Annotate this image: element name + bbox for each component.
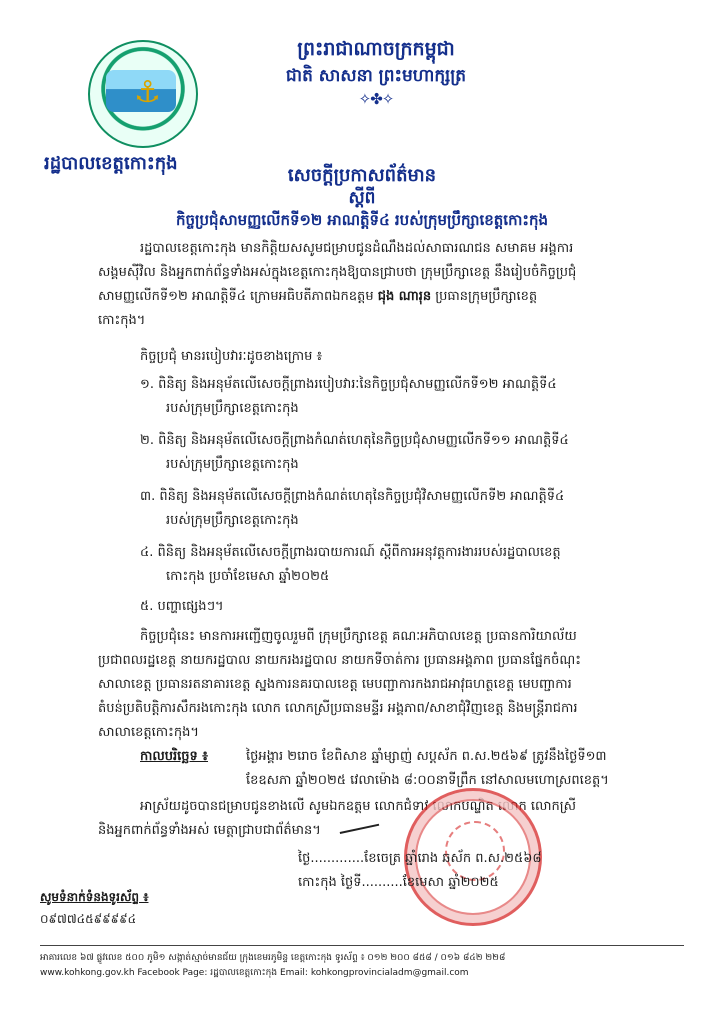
- agenda-item: ៤. ពិនិត្យ និងអនុម័តលើសេចក្តីព្រាងរបាយការណ៍ ស្តីពីការអនុវត្តការងាររបស់រដ្ឋបាលខេត្ត: [140, 545, 561, 560]
- agenda-item-cont: របស់ក្រុមប្រឹក្សាខេត្តកោះកុង: [166, 401, 299, 416]
- anchor-icon: ⚓: [134, 75, 161, 110]
- intro-line: សាមញ្ញលើកទី១២ អាណត្តិទី៤ ក្រោមអធិបតីភាពឯកឧត្តម ជុង ណារុន ប្រធានក្រុមប្រឹក្សាខេត្ត: [98, 289, 538, 304]
- agenda-heading: កិច្ចប្រជុំ មានរបៀបវារៈដូចខាងក្រោម ៖: [140, 349, 323, 364]
- national-motto: ជាតិ សាសនា ព្រះមហាក្សត្រ: [285, 66, 467, 86]
- attendees-line: សាលាខេត្តកោះកុង។: [98, 725, 199, 740]
- ornament-divider-icon: ✧✤✧: [358, 90, 394, 108]
- agenda-item: ១. ពិនិត្យ និងអនុម័តលើសេចក្តីព្រាងរបៀបវារៈនៃកិច្ចប្រជុំសាមញ្ញលើកទី១២ អាណត្តិទី៤: [140, 377, 557, 392]
- attendees-line: ប្រជាពលរដ្ឋខេត្ត នាយករដ្ឋបាល នាយករងរដ្ឋបាល នាយកទីចាត់ការ ប្រធានអង្គភាព ប្រធានផ្នែកចំណុះ: [98, 653, 581, 668]
- document-about: ស្តីពី: [348, 188, 376, 208]
- document-subject: កិច្ចប្រជុំសាមញ្ញលើកទី១២ អាណត្តិទី៤ របស់ក្រុមប្រឹក្សាខេត្តកោះកុង: [176, 211, 548, 229]
- facebook-link[interactable]: រដ្ឋបាលខេត្តកោះកុង: [210, 968, 278, 978]
- footer-divider: [40, 945, 684, 946]
- closing-line: និងអ្នកពាក់ព័ន្ធទាំងអស់ មេត្តាជ្រាបជាព័ត៌មាន។: [98, 823, 321, 838]
- agenda-item: ៣. ពិនិត្យ និងអនុម័តលើសេចក្តីព្រាងកំណត់ហេតុនៃកិច្ចប្រជុំវិសាមញ្ញលើកទី២ អាណត្តិទី៤: [140, 489, 565, 504]
- closing-line: អាស្រ័យដូចបានជម្រាបជូនខាងលើ សូមឯកឧត្តម លោកជំទាវ លោកបណ្ឌិត លោក លោកស្រី: [140, 799, 576, 814]
- schedule-line: ខែឧសភា ឆ្នាំ២០២៥ វេលាម៉ោង ៨:០០នាទីព្រឹក នៅសាលមហោស្រពខេត្ត។: [246, 773, 609, 788]
- document-title: សេចក្តីប្រកាសព័ត៌មាន: [287, 165, 437, 186]
- intro-line: កោះកុង។: [98, 313, 146, 328]
- intro-line: សង្គមស៊ីវិល និងអ្នកពាក់ព័ន្ធទាំងអស់ក្នុងខេត្តកោះកុងឱ្យបានជ្រាបថា ក្រុមប្រឹក្សាខេត្ត នឹងរៀបចំកិច្ចប្រជុំ: [98, 265, 577, 280]
- agenda-item-cont: កោះកុង ប្រចាំខែមេសា ឆ្នាំ២០២៥: [166, 569, 330, 584]
- lunar-date: ថ្ងៃ.............ខែចេត្រ ឆ្នាំរោង ឆស័ក ព.ស.២៥៦៨: [298, 851, 542, 866]
- agenda-item: ៥. បញ្ហាផ្សេងៗ។: [140, 599, 224, 614]
- agenda-item-cont: របស់ក្រុមប្រឹក្សាខេត្តកោះកុង: [166, 513, 299, 528]
- president-name: ជុង ណារុន: [377, 289, 432, 304]
- provincial-logo: [88, 40, 198, 148]
- agenda-item-cont: របស់ក្រុមប្រឹក្សាខេត្តកោះកុង: [166, 457, 299, 472]
- schedule-line: ថ្ងៃអង្គារ ២រោច ខែពិសាខ ឆ្នាំម្សាញ់ សប្តស័ក ព.ស.២៥៦៩ ត្រូវនឹងថ្ងៃទី១៣: [246, 749, 607, 764]
- organization-name: រដ្ឋបាលខេត្តកោះកុង: [44, 153, 178, 174]
- contact-label: សូមទំនាក់ទំនងទូរស័ព្ទ ៖: [40, 890, 149, 904]
- attendees-line: សាលាខេត្ត ប្រធានរតនាគារខេត្ត ស្នងការនគរបាលខេត្ត មេបញ្ជាការកងរាជអាវុធហត្ថខេត្ត មេបញ្ជាការ: [98, 677, 572, 692]
- email-link[interactable]: kohkongprovincialadm@gmail.com: [310, 968, 469, 978]
- agenda-item: ២. ពិនិត្យ និងអនុម័តលើសេចក្តីព្រាងកំណត់ហេតុនៃកិច្ចប្រជុំសាមញ្ញលើកទី១១ អាណត្តិទី៤: [140, 433, 569, 448]
- footer-address: អាគារលេខ ៦៧ ផ្លូវលេខ ៥០០ ភូមិ១ សង្កាត់ស្មាច់មានជ័យ ក្រុងខេមរភូមិន្ទ ខេត្តកោះកុង ទូរស័ព្ទ ៖ ០១២ ២០០ ៨៥៨ / ០១៦ ៨៤២ ២២៨: [40, 953, 506, 963]
- contact-phone: ០៩៧៧៤៥៩៩៩៩៤: [40, 912, 137, 926]
- attendees-line: កិច្ចប្រជុំនេះ មានការអញ្ជើញចូលរួមពី ក្រុមប្រឹក្សាខេត្ត គណៈអភិបាលខេត្ត ប្រធានការិយាល័យ: [140, 629, 577, 644]
- kingdom-heading: ព្រះរាជាណាចក្រកម្ពុជា: [297, 38, 455, 60]
- schedule-label: កាលបរិច្ឆេទ ៖: [140, 749, 209, 764]
- attendees-line: តំបន់ប្រតិបត្តិការសឹករងកោះកុង លោក លោកស្រីប្រធានមន្ទីរ អង្គភាព/សាខាជុំវិញខេត្ត និងមន្ត្រីរាជការ: [98, 701, 578, 716]
- footer-links: www.kohkong.gov.kh Facebook Page: រដ្ឋបាលខេត្តកោះកុង Email: kohkongprovincialadm@gmail.com: [40, 968, 469, 978]
- website-link[interactable]: www.kohkong.gov.kh: [40, 968, 135, 978]
- intro-line: រដ្ឋបាលខេត្តកោះកុង មានកិត្តិយសសូមជម្រាបជូនដំណឹងដល់សាធារណជន សមាគម អង្គការ: [140, 241, 574, 256]
- solar-date: កោះកុង ថ្ងៃទី..........ខែមេសា ឆ្នាំ២០២៥: [298, 875, 499, 890]
